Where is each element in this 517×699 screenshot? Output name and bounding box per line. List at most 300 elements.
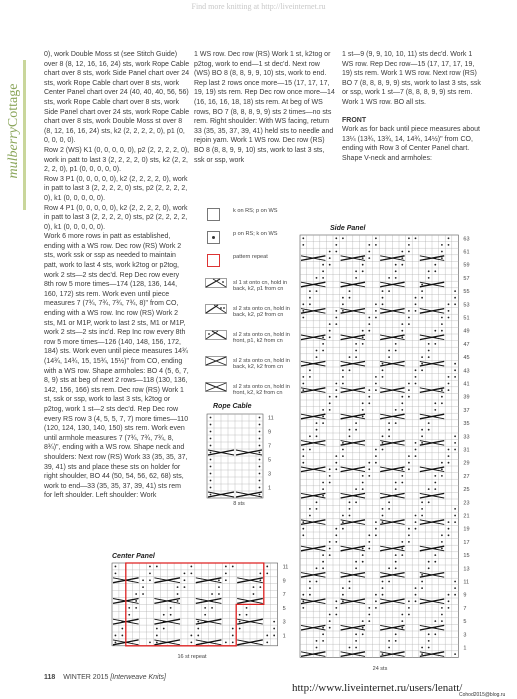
purl-dot: [434, 561, 436, 563]
purl-dot: [355, 350, 357, 352]
purl-dot: [408, 323, 410, 325]
purl-dot: [309, 515, 311, 517]
purl-dot: [395, 488, 397, 490]
purl-dot: [342, 515, 344, 517]
purl-dot: [421, 356, 423, 358]
purl-dot: [375, 521, 377, 523]
purl-dot: [382, 442, 384, 444]
legend-item: sl 2 sts onto cn, hold in back, k2, p2 from cn: [205, 303, 300, 325]
purl-dot: [177, 586, 179, 588]
purl-dot: [309, 587, 311, 589]
footer-season: WINTER 2015: [63, 674, 109, 681]
purl-dot: [401, 330, 403, 332]
purl-dot: [388, 567, 390, 569]
purl-dot: [329, 482, 331, 484]
purl-dot: [375, 383, 377, 385]
purl-dot: [309, 581, 311, 583]
purl-dot: [355, 640, 357, 642]
purl-dot: [362, 554, 364, 556]
purl-dot: [375, 303, 377, 305]
purl-dot: [441, 389, 443, 391]
purl-dot: [342, 521, 344, 523]
row-label: 13: [463, 566, 470, 573]
purl-dot: [382, 515, 384, 517]
purl-dot: [401, 614, 403, 616]
purl-dot: [342, 297, 344, 299]
purl-dot: [316, 640, 318, 642]
purl-dot: [395, 277, 397, 279]
purl-dot: [322, 495, 324, 497]
purl-dot: [170, 607, 172, 609]
purl-dot: [322, 409, 324, 411]
purl-dot: [309, 594, 311, 596]
top-watermark: Find more knitting at http://liveinternet.ru: [191, 2, 326, 11]
purl-dot: [342, 449, 344, 451]
purl-dot: [349, 429, 351, 431]
purl-dot: [421, 508, 423, 510]
purl-dot: [309, 435, 311, 437]
purl-dot: [428, 343, 430, 345]
purl-dot: [448, 600, 450, 602]
purl-dot: [253, 586, 255, 588]
paragraph: Row 2 (WS) K1 (0, 0, 0, 0, 0), p2 (2, 2, 2, 2, 0), work in patt to last 3 (2, 2, 2, 2, 0) sts, k2 (2, 2, 2, 2, 0), p1 (0, 0, 0, 0, 0).: [44, 146, 190, 174]
legend-item: p on RS; k on WS: [205, 228, 300, 250]
purl-dot: [388, 640, 390, 642]
purl-dot: [448, 317, 450, 319]
purl-dot: [428, 429, 430, 431]
purl-dot: [362, 264, 364, 266]
row-label: 45: [463, 355, 470, 362]
purl-dot: [408, 534, 410, 536]
purl-dot: [401, 257, 403, 259]
row-label: 27: [463, 473, 470, 480]
purl-dot: [149, 572, 151, 574]
purl-dot: [232, 641, 234, 643]
purl-dot: [401, 409, 403, 411]
purl-dot: [135, 607, 137, 609]
purl-dot: [415, 515, 417, 517]
purl-dot: [408, 389, 410, 391]
purl-dot: [197, 628, 199, 630]
purl-dot: [395, 567, 397, 569]
purl-dot: [428, 647, 430, 649]
purl-dot: [156, 566, 158, 568]
purl-dot: [329, 468, 331, 470]
purl-dot: [309, 449, 311, 451]
sidebar-title: [3, 60, 25, 210]
paragraph: Row 4 P1 (0, 0, 0, 0, 0), k2 (2, 2, 2, 2, 0), work in patt to last 3 (2, 2, 2, 2, 0) sts, p2 (2, 2, 2, 2, 0), k1 (0, 0, 0, 0, 0).: [44, 204, 188, 231]
purl-dot: [211, 593, 213, 595]
purl-dot: [382, 363, 384, 365]
purl-dot: [368, 475, 370, 477]
purl-dot: [421, 369, 423, 371]
purl-dot: [316, 277, 318, 279]
purl-dot: [121, 635, 123, 637]
purl-dot: [355, 561, 357, 563]
purl-dot: [273, 628, 275, 630]
purl-dot: [355, 488, 357, 490]
purl-dot: [302, 455, 304, 457]
cable-left-icon: [205, 330, 227, 340]
purl-dot: [329, 475, 331, 477]
cable-cross-front-icon: [205, 382, 227, 392]
purl-dot: [342, 600, 344, 602]
purl-dot: [335, 534, 337, 536]
purl-dot: [259, 586, 261, 588]
row-label: 33: [463, 434, 470, 441]
purl-dot: [421, 574, 423, 576]
purl-dot: [335, 389, 337, 391]
purl-dot: [362, 620, 364, 622]
purl-dot: [382, 653, 384, 655]
purl-dot: [408, 310, 410, 312]
page-number: 118: [44, 674, 56, 681]
purl-dot: [415, 449, 417, 451]
purl-dot: [342, 376, 344, 378]
purl-dot: [329, 336, 331, 338]
purl-dot: [375, 389, 377, 391]
purl-dot: [355, 356, 357, 358]
purl-dot: [210, 473, 212, 475]
purl-dot: [355, 567, 357, 569]
purl-dot: [322, 567, 324, 569]
purl-dot: [454, 653, 456, 655]
purl-dot: [421, 284, 423, 286]
side-panel-chart: [300, 235, 490, 663]
purl-dot: [368, 620, 370, 622]
purl-dot: [342, 310, 344, 312]
sidebar-title-part2: Cottage: [6, 83, 21, 128]
row-label: 37: [463, 407, 470, 414]
row-label: 61: [463, 249, 470, 256]
purl-dot: [388, 356, 390, 358]
purl-dot: [415, 310, 417, 312]
purl-dot: [342, 383, 344, 385]
purl-dot: [355, 647, 357, 649]
purl-dot: [225, 641, 227, 643]
purl-dot: [128, 607, 130, 609]
purl-dot: [225, 579, 227, 581]
purl-dot-square-icon: [207, 231, 220, 244]
purl-dot: [408, 251, 410, 253]
row-label: 63: [463, 236, 470, 243]
sidebar-title-text: [6, 65, 22, 197]
purl-dot: [401, 548, 403, 550]
purl-dot: [434, 270, 436, 272]
text-column-3: [342, 50, 482, 164]
row-label: 7: [268, 443, 272, 450]
purl-dot: [142, 593, 144, 595]
purl-dot: [335, 237, 337, 239]
purl-dot: [408, 600, 410, 602]
purl-dot: [309, 376, 311, 378]
row-label: 55: [463, 289, 470, 296]
purl-dot: [448, 528, 450, 530]
purl-dot: [448, 449, 450, 451]
purl-dot: [408, 383, 410, 385]
purl-dot: [115, 566, 117, 568]
purl-dot: [322, 488, 324, 490]
purl-dot: [395, 270, 397, 272]
row-label: 29: [463, 460, 470, 467]
purl-dot: [382, 303, 384, 305]
purl-dot: [225, 566, 227, 568]
purl-dot: [401, 402, 403, 404]
purl-dot: [335, 455, 337, 457]
purl-dot: [448, 521, 450, 523]
purl-dot: [434, 475, 436, 477]
legend-item: k on RS; p on WS: [205, 205, 300, 227]
purl-dot: [322, 270, 324, 272]
purl-dot: [382, 297, 384, 299]
purl-dot: [329, 620, 331, 622]
purl-dot: [355, 429, 357, 431]
purl-dot: [218, 593, 220, 595]
purl-dot: [302, 534, 304, 536]
center-panel-title: Center Panel: [112, 553, 155, 560]
purl-dot: [329, 257, 331, 259]
purl-dot: [316, 290, 318, 292]
purl-dot: [335, 244, 337, 246]
purl-dot: [454, 435, 456, 437]
purl-dot: [401, 468, 403, 470]
purl-dot: [316, 501, 318, 503]
purl-dot: [329, 330, 331, 332]
purl-dot: [421, 435, 423, 437]
legend-item: sl 2 sts onto cn, hold in front, k2, k2 from cn: [205, 381, 300, 403]
purl-dot: [441, 402, 443, 404]
purl-dot: [329, 541, 331, 543]
purl-dot: [434, 482, 436, 484]
purl-dot: [342, 587, 344, 589]
purl-dot: [382, 521, 384, 523]
purl-dot: [368, 257, 370, 259]
purl-dot: [232, 566, 234, 568]
purl-dot: [428, 561, 430, 563]
purl-dot: [395, 561, 397, 563]
purl-dot: [329, 251, 331, 253]
purl-dot: [204, 607, 206, 609]
purl-dot: [415, 600, 417, 602]
purl-dot: [401, 620, 403, 622]
purl-dot: [362, 482, 364, 484]
purl-dot: [349, 297, 351, 299]
purl-dot: [434, 488, 436, 490]
purl-dot: [421, 363, 423, 365]
purl-dot: [421, 429, 423, 431]
purl-dot: [395, 350, 397, 352]
purl-dot: [368, 462, 370, 464]
purl-dot: [368, 468, 370, 470]
purl-dot: [434, 264, 436, 266]
center-panel-chart: [112, 563, 302, 663]
row-label: 11: [282, 564, 289, 571]
purl-dot: [375, 594, 377, 596]
row-label: 49: [463, 328, 470, 335]
purl-dot: [322, 640, 324, 642]
purl-dot: [246, 607, 248, 609]
purl-dot: [421, 501, 423, 503]
purl-dot: [210, 466, 212, 468]
cable-cross-back-icon: [205, 356, 227, 366]
purl-dot: [259, 473, 261, 475]
purl-dot: [302, 244, 304, 246]
purl-dot: [121, 628, 123, 630]
purl-dot: [454, 290, 456, 292]
purl-dot: [368, 534, 370, 536]
purl-dot: [441, 396, 443, 398]
purl-dot: [408, 614, 410, 616]
purl-dot: [448, 244, 450, 246]
purl-dot: [382, 290, 384, 292]
purl-dot: [388, 581, 390, 583]
cable-right-wide-icon: [205, 304, 227, 314]
purl-dot: [441, 548, 443, 550]
purl-dot: [322, 561, 324, 563]
purl-dot: [362, 270, 364, 272]
purl-dot: [349, 587, 351, 589]
purl-dot: [355, 422, 357, 424]
purl-dot: [210, 445, 212, 447]
purl-dot: [322, 336, 324, 338]
purl-dot: [302, 303, 304, 305]
purl-dot: [259, 579, 261, 581]
purl-dot: [421, 442, 423, 444]
purl-dot: [448, 607, 450, 609]
purl-dot: [259, 438, 261, 440]
purl-dot: [415, 237, 417, 239]
purl-dot: [362, 343, 364, 345]
purl-dot: [142, 579, 144, 581]
purl-dot: [259, 459, 261, 461]
purl-dot: [266, 572, 268, 574]
purl-dot: [454, 594, 456, 596]
purl-dot: [448, 310, 450, 312]
purl-dot: [316, 429, 318, 431]
purl-dot: [335, 251, 337, 253]
purl-dot: [190, 566, 192, 568]
purl-dot: [210, 459, 212, 461]
purl-dot: [135, 600, 137, 602]
purl-dot: [335, 541, 337, 543]
purl-dot: [309, 303, 311, 305]
purl-dot: [454, 363, 456, 365]
purl-dot: [259, 487, 261, 489]
purl-dot: [266, 566, 268, 568]
purl-dot: [349, 501, 351, 503]
purl-dot: [368, 548, 370, 550]
purl-dot: [259, 424, 261, 426]
purl-dot: [375, 310, 377, 312]
purl-dot: [322, 633, 324, 635]
purl-dot: [316, 422, 318, 424]
purl-dot: [441, 475, 443, 477]
purl-dot: [434, 343, 436, 345]
purl-dot: [388, 422, 390, 424]
purl-dot: [368, 330, 370, 332]
purl-dot: [349, 581, 351, 583]
purl-dot: [335, 462, 337, 464]
purl-dot: [135, 593, 137, 595]
purl-dot: [434, 633, 436, 635]
purl-dot: [210, 494, 212, 496]
center-panel-caption: 16 st repeat: [177, 654, 207, 660]
purl-dot: [259, 445, 261, 447]
purl-dot: [375, 607, 377, 609]
purl-dot: [259, 572, 261, 574]
purl-dot: [259, 480, 261, 482]
purl-dot: [329, 402, 331, 404]
purl-dot: [401, 627, 403, 629]
purl-dot: [302, 600, 304, 602]
sidebar-accent-bar: [23, 60, 26, 210]
purl-dot: [395, 640, 397, 642]
purl-dot: [448, 389, 450, 391]
purl-dot: [349, 435, 351, 437]
purl-dot: [149, 641, 151, 643]
purl-dot: [259, 466, 261, 468]
purl-dot: [441, 534, 443, 536]
purl-dot: [401, 336, 403, 338]
purl-dot: [259, 417, 261, 419]
purl-dot: [408, 462, 410, 464]
purl-dot: [434, 409, 436, 411]
purl-dot: [382, 376, 384, 378]
purl-dot: [218, 579, 220, 581]
purl-dot: [415, 455, 417, 457]
purl-dot: [210, 480, 212, 482]
purl-dot: [362, 257, 364, 259]
row-label: 15: [463, 553, 470, 560]
purl-dot: [170, 614, 172, 616]
purl-dot: [368, 607, 370, 609]
purl-dot: [342, 528, 344, 530]
purl-dot: [408, 455, 410, 457]
purl-dot: [232, 628, 234, 630]
purl-dot: [395, 264, 397, 266]
row-label: 19: [463, 526, 470, 533]
purl-dot: [428, 488, 430, 490]
purl-dot: [441, 614, 443, 616]
page-footer: [44, 674, 166, 681]
purl-dot: [454, 449, 456, 451]
cable-right-icon: [205, 278, 227, 288]
purl-dot: [428, 270, 430, 272]
purl-dot: [421, 587, 423, 589]
purl-dot: [388, 501, 390, 503]
purl-dot: [316, 356, 318, 358]
purl-dot: [273, 621, 275, 623]
purl-dot: [362, 402, 364, 404]
row-label: 57: [463, 275, 470, 282]
purl-dot: [441, 244, 443, 246]
purl-dot: [395, 343, 397, 345]
legend-item: sl 1 st onto cn, hold in back, k2, p1 from cn: [205, 277, 300, 299]
purl-dot: [115, 635, 117, 637]
purl-dot: [408, 317, 410, 319]
purl-dot: [156, 628, 158, 630]
purl-dot: [309, 297, 311, 299]
purl-dot: [210, 424, 212, 426]
purl-dot: [335, 310, 337, 312]
purl-dot: [368, 402, 370, 404]
purl-dot: [329, 409, 331, 411]
purl-dot: [401, 475, 403, 477]
text-column-1: [44, 50, 190, 501]
purl-dot: [368, 396, 370, 398]
legend-item: pattern repeat: [205, 251, 300, 273]
purl-dot: [415, 521, 417, 523]
